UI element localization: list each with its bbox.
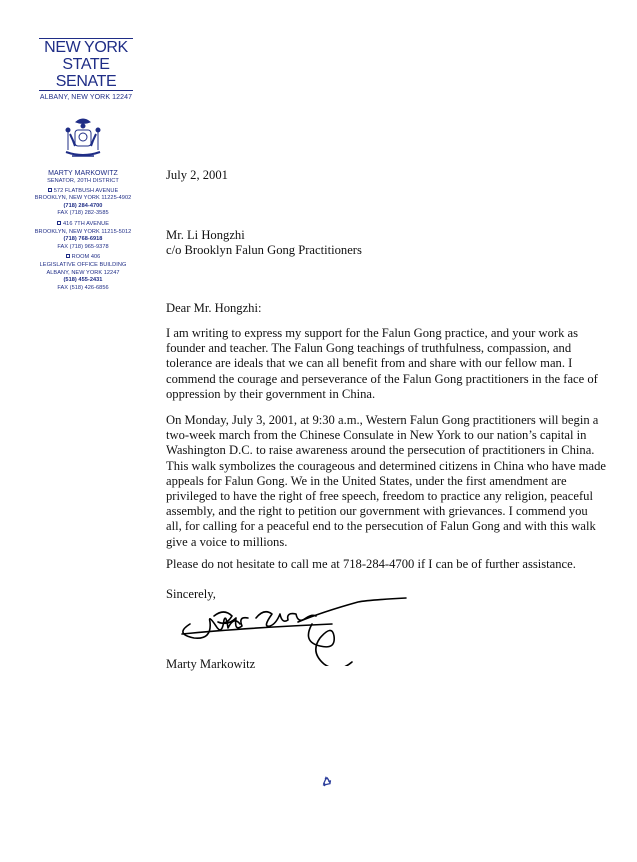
closing: Sincerely, (166, 587, 216, 601)
office-3-room: ROOM 406 (71, 254, 101, 261)
paragraph-3-text: Please do not hesitate to call me at 718-284-4700 if I can be of further assistance. (166, 557, 576, 571)
senator-district: SENATOR, 20TH DISTRICT (47, 178, 119, 184)
title-bottom-rule (39, 90, 133, 91)
paragraph-1 (166, 326, 606, 402)
title-address: ALBANY, NEW YORK 12247 (39, 94, 133, 101)
paragraph-1-text: I am writing to express my support for the Falun Gong practice, and your work as founder and teacher. The Falun Gong teachings of truthfulness, compassion, and tolerance are ideals that we can all benefit from and share with our fellow man. I commend the courage and perseverance of the Falun Gong practitioners in the face of oppression by their government in China. (166, 326, 598, 401)
signer-name: Marty Markowitz (166, 657, 256, 671)
title-line-new-york: NEW YORK (44, 39, 128, 56)
office-2-phone: (718) 768-6918 (63, 236, 103, 243)
office-2 (28, 221, 138, 251)
checkbox-bullet-icon (48, 188, 52, 192)
checkbox-bullet-icon (57, 221, 61, 225)
recycle-icon (321, 776, 333, 788)
new-york-state-seal-icon (60, 116, 106, 160)
title-line-state: STATE (62, 56, 110, 73)
checkbox-bullet-icon (66, 254, 70, 258)
office-1-fax: FAX (718) 282-3585 (57, 210, 109, 217)
salutation: Dear Mr. Hongzhi: (166, 301, 262, 315)
office-1-street: 572 FLATBUSH AVENUE (53, 187, 119, 194)
recipient-block (166, 228, 362, 258)
handwritten-signature (170, 596, 420, 666)
office-3-phone: (518) 455-2431 (63, 277, 103, 284)
recipient-name: Mr. Li Hongzhi (166, 228, 245, 242)
paragraph-3 (166, 557, 611, 572)
senate-title-block (38, 38, 134, 103)
office-2-street: 416 7TH AVENUE (63, 220, 109, 227)
senator-name: MARTY MARKOWITZ (48, 170, 118, 177)
office-2-city: BROOKLYN, NEW YORK 11215-5012 (34, 228, 132, 235)
letter-date: July 2, 2001 (166, 168, 228, 182)
office-3-city: ALBANY, NEW YORK 12247 (46, 269, 120, 276)
office-2-fax: FAX (718) 965-9378 (57, 243, 109, 250)
office-3-building: LEGISLATIVE OFFICE BUILDING (39, 261, 127, 268)
paragraph-2-text: On Monday, July 3, 2001, at 9:30 a.m., Western Falun Gong practitioners will begin a two-week march from the Chinese Consulate in New York to our nation’s capital in Washington D.C. to raise awareness around the persecution of practitioners in China. This walk symbolizes the courageous and determined citizens in China who have made appeals for Falun Gong. We in the United States, under the first amendment are privileged to have the right of free speech, freedom to practice any religion, peaceful assembly, and the right to petition our government with grievances. I commend you all, for calling for a peaceful end to the persecution of Falun Gong and with this walk give a voice to millions. (166, 413, 606, 549)
office-1 (28, 188, 138, 218)
paragraph-2 (166, 413, 606, 550)
senator-contact-block (28, 169, 138, 292)
title-line-senate: SENATE (55, 73, 117, 90)
office-3-fax: FAX (518) 426-6856 (57, 284, 109, 291)
office-1-city: BROOKLYN, NEW YORK 11225-4902 (34, 195, 132, 202)
recipient-organization: c/o Brooklyn Falun Gong Practitioners (166, 243, 362, 258)
office-3 (28, 254, 138, 292)
office-1-phone: (718) 284-4700 (63, 202, 103, 209)
